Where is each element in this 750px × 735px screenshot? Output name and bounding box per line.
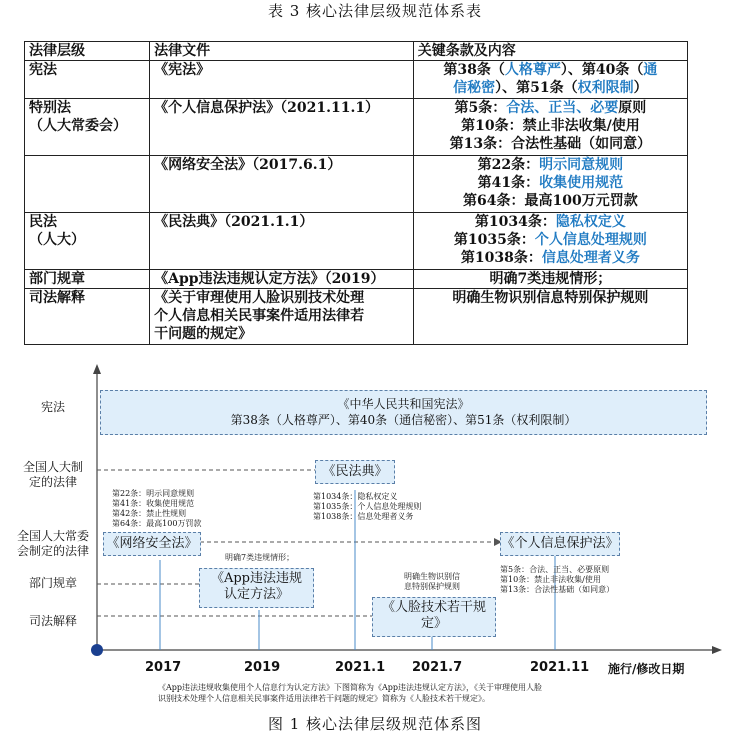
cell-line: 《个人信息保护法》（2021.11.1） bbox=[154, 100, 380, 116]
civil-code-notes: 第1034条：隐私权定义 第1035条：个人信息处理规则 第1038条：信息处理者义务 bbox=[313, 492, 422, 521]
content-line bbox=[418, 231, 683, 249]
ylab-npcsc: 全国人大常委 会制定的法律 bbox=[16, 529, 89, 558]
row-level bbox=[25, 156, 150, 213]
row-doc bbox=[150, 61, 414, 99]
cell-line: 特别法 bbox=[29, 100, 71, 116]
row-level bbox=[25, 99, 150, 156]
table-row bbox=[25, 270, 688, 289]
row-level bbox=[25, 61, 150, 99]
row-content bbox=[413, 61, 687, 99]
content-line bbox=[418, 61, 683, 79]
content-line bbox=[418, 270, 683, 288]
plain-text: 第13条：合法性基础（如同意） bbox=[449, 136, 652, 152]
highlight-text: 信息处理者义务 bbox=[541, 250, 640, 266]
header-level: 法律层级 bbox=[25, 42, 150, 61]
table-row bbox=[25, 213, 688, 270]
table-row bbox=[25, 289, 688, 345]
plain-text: 第22条： bbox=[477, 157, 540, 173]
row-content bbox=[413, 213, 687, 270]
header-content: 关键条款及内容 bbox=[413, 42, 687, 61]
content-line bbox=[418, 79, 683, 97]
cell-line: 《宪法》 bbox=[154, 62, 211, 78]
highlight-text: 信秘密 bbox=[453, 80, 496, 96]
plain-text: 明确生物识别信息特别保护规则 bbox=[452, 290, 649, 306]
ylab-npc: 全国人大制 定的法律 bbox=[22, 460, 83, 489]
row-content bbox=[413, 270, 687, 289]
cell-line: （人大） bbox=[29, 232, 85, 248]
plain-text: 第38条（ bbox=[443, 62, 505, 78]
row-content bbox=[413, 156, 687, 213]
table-header-row bbox=[25, 42, 688, 61]
highlight-text: 个人信息处理规则 bbox=[534, 232, 647, 248]
content-line bbox=[418, 117, 683, 135]
content-line bbox=[418, 156, 683, 174]
plain-text: 第1034条： bbox=[474, 214, 556, 230]
cell-line: 干问题的规定》 bbox=[154, 326, 253, 342]
face-note: 明确生物识别信 息特别保护规则 bbox=[404, 572, 460, 591]
table-row bbox=[25, 156, 688, 213]
pipl-notes: 第5条：合法、正当、必要原则 第10条：禁止非法收集/使用 第13条：合法性基础（如同意） bbox=[500, 565, 615, 594]
content-line bbox=[418, 135, 683, 153]
year-label: 2021.11 bbox=[530, 660, 590, 675]
cell-line: 宪法 bbox=[29, 62, 57, 78]
y-axis-arrow bbox=[93, 364, 101, 374]
plain-text: 明确7类违规情形； bbox=[489, 271, 612, 287]
row-level bbox=[25, 270, 150, 289]
app-box: 《App违法违规 认定方法》 bbox=[199, 568, 314, 608]
table-row bbox=[25, 61, 688, 99]
highlight-text: 收集使用规范 bbox=[539, 175, 624, 191]
cell-line: 民法 bbox=[29, 214, 57, 230]
row-level bbox=[25, 213, 150, 270]
cell-line: 《网络安全法》（2017.6.1） bbox=[154, 157, 342, 173]
row-doc bbox=[150, 270, 414, 289]
cyber-box: 《网络安全法》 bbox=[103, 532, 201, 556]
cell-line: （人大常委会） bbox=[29, 118, 127, 134]
row-content bbox=[413, 99, 687, 156]
plain-text: 第1035条： bbox=[453, 232, 535, 248]
content-line bbox=[418, 174, 683, 192]
highlight-text: 明示同意规则 bbox=[539, 157, 624, 173]
row-content bbox=[413, 289, 687, 345]
figure-caption: 图 1 核心法律层级规范体系图 bbox=[267, 715, 483, 733]
table-row bbox=[25, 99, 688, 156]
plain-text: 第64条：最高100万元罚款 bbox=[463, 193, 638, 209]
plain-text: ） bbox=[633, 80, 648, 96]
law-table bbox=[24, 41, 688, 345]
cyber-notes: 第22条：明示同意规则 第41条：收集使用规范 第42条：禁止性规则 第64条：最高100万罚款 bbox=[112, 489, 202, 528]
highlight-text: 合法、正当、必要 bbox=[506, 100, 619, 116]
pipl-box: 《个人信息保护法》 bbox=[500, 532, 620, 556]
x-axis-arrow bbox=[712, 646, 722, 654]
plain-text: 第41条： bbox=[477, 175, 540, 191]
origin-dot bbox=[91, 644, 103, 656]
ylab-constitution: 宪法 bbox=[40, 400, 65, 414]
plain-text: 第1038条： bbox=[460, 250, 542, 266]
plain-text: 第5条： bbox=[454, 100, 507, 116]
row-doc bbox=[150, 289, 414, 345]
highlight-text: 通 bbox=[643, 62, 658, 78]
header-doc: 法律文件 bbox=[150, 42, 414, 61]
plain-text: ）、第40条（ bbox=[560, 62, 644, 78]
highlight-text: 人格尊严 bbox=[504, 62, 561, 78]
figure-footnote: 《App违法违规收集使用个人信息行为认定方法》下图简称为《App违法违规认定方法》，《关于审理使用人脸 识别技术处理个人信息相关民事案件适用法律若干问题的规定》简称为《人脸技术若干规定》。 bbox=[158, 683, 543, 703]
highlight-text: 权利限制 bbox=[577, 80, 634, 96]
content-line bbox=[418, 289, 683, 307]
app-note: 明确7类违规情形； bbox=[225, 553, 295, 562]
table-title: 表 3 核心法律层级规范体系表 bbox=[267, 2, 483, 20]
cell-line: 个人信息相关民事案件适用法律若 bbox=[154, 308, 365, 324]
civil-code-box: 《民法典》 bbox=[315, 460, 395, 484]
content-line bbox=[418, 249, 683, 267]
cell-line: 《App违法违规认定方法》（2019） bbox=[154, 271, 385, 287]
cell-line: 《民法典》（2021.1.1） bbox=[154, 214, 314, 230]
plain-text: ）、第51条（ bbox=[495, 80, 578, 96]
year-label: 2021.1 bbox=[335, 660, 386, 675]
highlight-text: 隐私权定义 bbox=[555, 214, 626, 230]
year-label: 2017 bbox=[145, 660, 182, 675]
face-box: 《人脸技术若干规 定》 bbox=[372, 597, 496, 637]
ylab-rules: 部门规章 bbox=[28, 576, 77, 590]
constitution-box: 《中华人民共和国宪法》 第38条（人格尊严）、第40条（通信秘密）、第51条（权利限制） bbox=[100, 390, 707, 435]
content-line bbox=[418, 192, 683, 210]
cell-line: 《关于审理使用人脸识别技术处理 bbox=[154, 290, 365, 306]
row-doc bbox=[150, 99, 414, 156]
row-doc bbox=[150, 156, 414, 213]
ylab-judicial: 司法解释 bbox=[28, 614, 77, 628]
x-axis-label: 施行/修改日期 bbox=[608, 662, 685, 676]
row-doc bbox=[150, 213, 414, 270]
row-level bbox=[25, 289, 150, 345]
cell-line: 部门规章 bbox=[29, 271, 85, 287]
content-line bbox=[418, 99, 683, 117]
plain-text: 原则 bbox=[618, 100, 647, 116]
cell-line: 司法解释 bbox=[29, 290, 85, 306]
year-label: 2019 bbox=[244, 660, 281, 675]
year-label: 2021.7 bbox=[412, 660, 463, 675]
plain-text: 第10条：禁止非法收集/使用 bbox=[461, 118, 640, 134]
content-line bbox=[418, 213, 683, 231]
